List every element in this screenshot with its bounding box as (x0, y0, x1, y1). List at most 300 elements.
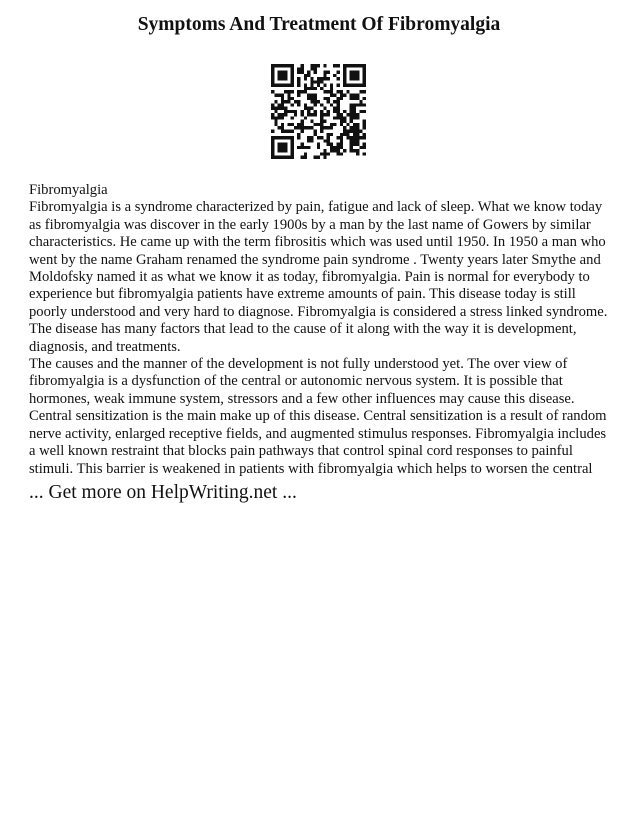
qr-module (320, 87, 323, 90)
qr-module (350, 84, 353, 87)
qr-module (274, 110, 277, 113)
qr-module (297, 123, 300, 126)
qr-module (327, 113, 330, 116)
qr-module (310, 100, 313, 103)
qr-module (291, 152, 294, 155)
qr-module (307, 71, 310, 74)
qr-module (359, 136, 362, 139)
qr-module (291, 130, 294, 133)
qr-module (340, 123, 343, 126)
qr-module (363, 133, 366, 136)
qr-module (300, 90, 303, 93)
qr-module (284, 156, 287, 159)
qr-module (330, 133, 333, 136)
qr-module (346, 133, 349, 136)
qr-module (350, 64, 353, 67)
qr-module (281, 130, 284, 133)
qr-module (281, 156, 284, 159)
qr-module (346, 123, 349, 126)
qr-module (363, 64, 366, 67)
qr-module (330, 103, 333, 106)
qr-module (320, 120, 323, 123)
qr-module (320, 136, 323, 139)
qr-module (304, 87, 307, 90)
qr-module (287, 156, 290, 159)
qr-module (350, 77, 353, 80)
qr-module (284, 110, 287, 113)
qr-module (304, 116, 307, 119)
qr-module (281, 97, 284, 100)
qr-module (356, 74, 359, 77)
qr-module (353, 133, 356, 136)
qr-module (337, 113, 340, 116)
qr-module (330, 146, 333, 149)
qr-module (330, 90, 333, 93)
qr-module (297, 136, 300, 139)
qr-module (327, 126, 330, 129)
qr-module (284, 84, 287, 87)
qr-module (310, 139, 313, 142)
qr-module (359, 146, 362, 149)
qr-module (333, 64, 336, 67)
qr-module (278, 74, 281, 77)
qr-module (333, 107, 336, 110)
qr-module (333, 146, 336, 149)
qr-module (304, 77, 307, 80)
qr-module (343, 110, 346, 113)
qr-module (271, 103, 274, 106)
qr-module (363, 71, 366, 74)
qr-module (278, 146, 281, 149)
qr-module (327, 143, 330, 146)
qr-module (333, 123, 336, 126)
qr-module (271, 136, 274, 139)
qr-module (350, 146, 353, 149)
qr-code-icon (271, 64, 366, 159)
qr-module (271, 84, 274, 87)
qr-module (337, 97, 340, 100)
qr-module (314, 133, 317, 136)
qr-module (274, 123, 277, 126)
qr-module (353, 126, 356, 129)
qr-module (317, 123, 320, 126)
qr-module (287, 97, 290, 100)
qr-module (314, 156, 317, 159)
qr-module (346, 90, 349, 93)
qr-module (297, 146, 300, 149)
qr-module (317, 136, 320, 139)
qr-module (359, 103, 362, 106)
qr-module (330, 126, 333, 129)
qr-module (297, 77, 300, 80)
qr-module (287, 110, 290, 113)
qr-module (271, 116, 274, 119)
qr-module (337, 143, 340, 146)
qr-module (353, 143, 356, 146)
qr-module (350, 139, 353, 142)
qr-module (287, 123, 290, 126)
qr-module (271, 90, 274, 93)
qr-module (297, 100, 300, 103)
qr-module (346, 84, 349, 87)
qr-module (291, 136, 294, 139)
qr-module (281, 113, 284, 116)
qr-module (310, 97, 313, 100)
qr-module (356, 126, 359, 129)
qr-module (281, 71, 284, 74)
qr-module (287, 90, 290, 93)
qr-module (343, 126, 346, 129)
qr-module (284, 100, 287, 103)
qr-module (284, 74, 287, 77)
qr-module (340, 120, 343, 123)
qr-module (271, 77, 274, 80)
qr-module (353, 116, 356, 119)
qr-module (307, 146, 310, 149)
qr-module (307, 113, 310, 116)
qr-code-graphic (271, 64, 366, 159)
qr-module (294, 113, 297, 116)
qr-module (300, 71, 303, 74)
qr-module (278, 156, 281, 159)
qr-module (274, 93, 277, 96)
qr-module (353, 113, 356, 116)
qr-module (323, 149, 326, 152)
qr-module (281, 123, 284, 126)
qr-module (337, 107, 340, 110)
qr-module (350, 113, 353, 116)
qr-module (363, 143, 366, 146)
qr-module (281, 149, 284, 152)
qr-module (271, 67, 274, 70)
qr-module (340, 152, 343, 155)
qr-module (323, 152, 326, 155)
qr-module (310, 77, 313, 80)
qr-module (327, 71, 330, 74)
qr-module (327, 77, 330, 80)
get-more-link[interactable]: ... Get more on HelpWriting.net ... (29, 482, 297, 503)
qr-module (304, 156, 307, 159)
qr-module (333, 100, 336, 103)
qr-module (323, 71, 326, 74)
qr-module (350, 107, 353, 110)
qr-module (323, 84, 326, 87)
qr-module (343, 71, 346, 74)
qr-module (343, 120, 346, 123)
qr-module (340, 97, 343, 100)
qr-module (271, 74, 274, 77)
qr-module (317, 64, 320, 67)
qr-module (333, 116, 336, 119)
qr-module (356, 136, 359, 139)
qr-module (333, 74, 336, 77)
qr-module (310, 64, 313, 67)
qr-module (320, 77, 323, 80)
qr-module (353, 71, 356, 74)
qr-module (304, 74, 307, 77)
qr-module (340, 143, 343, 146)
qr-module (278, 126, 281, 129)
qr-module (356, 97, 359, 100)
qr-module (320, 130, 323, 133)
qr-module (271, 107, 274, 110)
qr-module (353, 130, 356, 133)
qr-module (353, 64, 356, 67)
qr-module (304, 152, 307, 155)
qr-module (314, 123, 317, 126)
qr-module (304, 90, 307, 93)
qr-module (284, 64, 287, 67)
qr-module (314, 67, 317, 70)
qr-module (307, 74, 310, 77)
qr-module (337, 110, 340, 113)
qr-module (323, 97, 326, 100)
qr-module (278, 116, 281, 119)
qr-module (356, 64, 359, 67)
qr-module (340, 146, 343, 149)
qr-module (307, 97, 310, 100)
qr-module (359, 64, 362, 67)
qr-module (300, 130, 303, 133)
qr-module (297, 133, 300, 136)
qr-module (291, 149, 294, 152)
qr-module (271, 156, 274, 159)
qr-module (320, 126, 323, 129)
qr-module (281, 74, 284, 77)
qr-module (350, 120, 353, 123)
qr-module (284, 149, 287, 152)
qr-module (363, 74, 366, 77)
qr-module (310, 126, 313, 129)
qr-module (333, 110, 336, 113)
qr-module (281, 100, 284, 103)
qr-module (310, 87, 313, 90)
qr-module (271, 139, 274, 142)
qr-module (281, 103, 284, 106)
qr-module (294, 110, 297, 113)
qr-module (291, 64, 294, 67)
qr-module (343, 64, 346, 67)
qr-module (320, 113, 323, 116)
qr-module (356, 123, 359, 126)
qr-module (343, 77, 346, 80)
qr-module (330, 84, 333, 87)
qr-module (307, 136, 310, 139)
qr-module (337, 71, 340, 74)
qr-module (363, 67, 366, 70)
qr-module (284, 130, 287, 133)
qr-module (291, 116, 294, 119)
qr-module (356, 77, 359, 80)
qr-module (350, 103, 353, 106)
article-paragraph: The causes and the manner of the development is not fully understood yet. The over view of fibromyalgia is a dysfunction of the central or autonomic nervous system. It is possible that hormones, weak immune system, stressors and a few other influences may cause this disease. Central sensitization is the main make up of this disease. Central sensitization is a result of random nerve activity, enlarged receptive fields, and augmented stimulus responses. Fibromyalgia includes a well known restraint that blocks pain pathways that control spinal cord responses to painful stimuli. This barrier is weakened in patients with fibromyalgia which helps to worsen the central (29, 356, 607, 477)
qr-module (300, 120, 303, 123)
qr-module (284, 113, 287, 116)
qr-module (340, 90, 343, 93)
qr-module (291, 74, 294, 77)
qr-module (310, 120, 313, 123)
qr-module (281, 64, 284, 67)
qr-module (314, 80, 317, 83)
qr-module (350, 110, 353, 113)
qr-module (274, 64, 277, 67)
qr-module (274, 120, 277, 123)
qr-module (291, 123, 294, 126)
qr-module (359, 110, 362, 113)
qr-module (300, 123, 303, 126)
qr-module (310, 113, 313, 116)
qr-module (304, 103, 307, 106)
qr-module (333, 93, 336, 96)
qr-module (359, 90, 362, 93)
qr-module (281, 93, 284, 96)
qr-module (284, 107, 287, 110)
qr-module (291, 143, 294, 146)
qr-module (300, 64, 303, 67)
qr-module (343, 116, 346, 119)
qr-module (297, 67, 300, 70)
qr-module (274, 107, 277, 110)
qr-module (363, 110, 366, 113)
qr-module (287, 64, 290, 67)
qr-module (353, 110, 356, 113)
qr-module (327, 100, 330, 103)
qr-module (274, 84, 277, 87)
qr-module (346, 130, 349, 133)
qr-module (320, 103, 323, 106)
qr-module (323, 74, 326, 77)
qr-module (343, 130, 346, 133)
qr-module (327, 97, 330, 100)
qr-module (281, 146, 284, 149)
qr-module (359, 100, 362, 103)
qr-module (350, 130, 353, 133)
qr-module (300, 146, 303, 149)
qr-module (350, 116, 353, 119)
qr-module (300, 143, 303, 146)
qr-module (320, 116, 323, 119)
article-paragraph: Fibromyalgia is a syndrome characterized by pain, fatigue and lack of sleep. What we know today as fibromyalgia was discover in the early 1900s by a man by the last name of Gowers by similar characteristics. He came up with the term fibrositis which was used until 1950. In 1950 a man who went by the name Graham renamed the syndrome pain syndrome . Twenty years later Smythe and Moldofsky named it as what we know it as today, fibromyalgia. Pain is normal for everybody to experience but fibromyalgia patients have extreme amounts of pain. This disease today is still poorly understood and very hard to diagnose. Fibromyalgia is considered a stress linked syndrome. The disease has many factors that lead to the cause of it along with the way it is development, diagnosis, and treatments. (29, 199, 608, 355)
qr-module (340, 93, 343, 96)
qr-module (356, 71, 359, 74)
qr-module (278, 77, 281, 80)
qr-module (353, 74, 356, 77)
qr-module (310, 93, 313, 96)
qr-module (297, 90, 300, 93)
qr-module (314, 100, 317, 103)
qr-module (346, 64, 349, 67)
qr-module (291, 84, 294, 87)
qr-module (307, 126, 310, 129)
qr-module (363, 152, 366, 155)
qr-module (337, 149, 340, 152)
qr-module (314, 87, 317, 90)
qr-module (343, 93, 346, 96)
qr-module (363, 97, 366, 100)
qr-module (317, 80, 320, 83)
qr-module (353, 123, 356, 126)
qr-module (294, 126, 297, 129)
qr-module (356, 84, 359, 87)
qr-module (271, 71, 274, 74)
qr-module (284, 143, 287, 146)
qr-module (284, 77, 287, 80)
qr-module (284, 146, 287, 149)
qr-module (287, 130, 290, 133)
qr-module (323, 139, 326, 142)
qr-module (337, 84, 340, 87)
qr-module (363, 80, 366, 83)
qr-module (300, 110, 303, 113)
qr-module (317, 100, 320, 103)
qr-module (363, 90, 366, 93)
qr-module (337, 90, 340, 93)
qr-module (317, 77, 320, 80)
qr-module (363, 146, 366, 149)
qr-module (353, 93, 356, 96)
qr-module (350, 143, 353, 146)
qr-module (278, 64, 281, 67)
qr-module (327, 152, 330, 155)
qr-module (274, 116, 277, 119)
qr-module (353, 97, 356, 100)
qr-module (353, 149, 356, 152)
qr-module (363, 120, 366, 123)
qr-module (323, 77, 326, 80)
qr-module (278, 93, 281, 96)
qr-module (359, 84, 362, 87)
qr-module (320, 152, 323, 155)
qr-module (274, 156, 277, 159)
qr-module (350, 136, 353, 139)
qr-module (291, 67, 294, 70)
qr-module (353, 77, 356, 80)
qr-module (291, 97, 294, 100)
qr-module (343, 133, 346, 136)
qr-module (317, 84, 320, 87)
qr-module (310, 67, 313, 70)
qr-module (304, 84, 307, 87)
qr-module (343, 80, 346, 83)
qr-module (327, 139, 330, 142)
qr-module (363, 77, 366, 80)
qr-module (337, 64, 340, 67)
qr-module (307, 93, 310, 96)
article-heading: Fibromyalgia (29, 182, 108, 198)
qr-module (343, 149, 346, 152)
qr-module (356, 149, 359, 152)
qr-module (310, 80, 313, 83)
qr-module (320, 110, 323, 113)
qr-module (356, 152, 359, 155)
qr-module (323, 126, 326, 129)
qr-module (330, 87, 333, 90)
qr-module (340, 133, 343, 136)
qr-module (294, 100, 297, 103)
page-title: Symptoms And Treatment Of Fibromyalgia (137, 14, 501, 35)
article-body (29, 182, 614, 478)
qr-module (278, 71, 281, 74)
qr-module (297, 103, 300, 106)
qr-module (350, 71, 353, 74)
qr-module (343, 84, 346, 87)
qr-module (314, 93, 317, 96)
qr-module (297, 84, 300, 87)
qr-module (346, 136, 349, 139)
qr-module (291, 77, 294, 80)
qr-module (297, 71, 300, 74)
qr-module (291, 156, 294, 159)
